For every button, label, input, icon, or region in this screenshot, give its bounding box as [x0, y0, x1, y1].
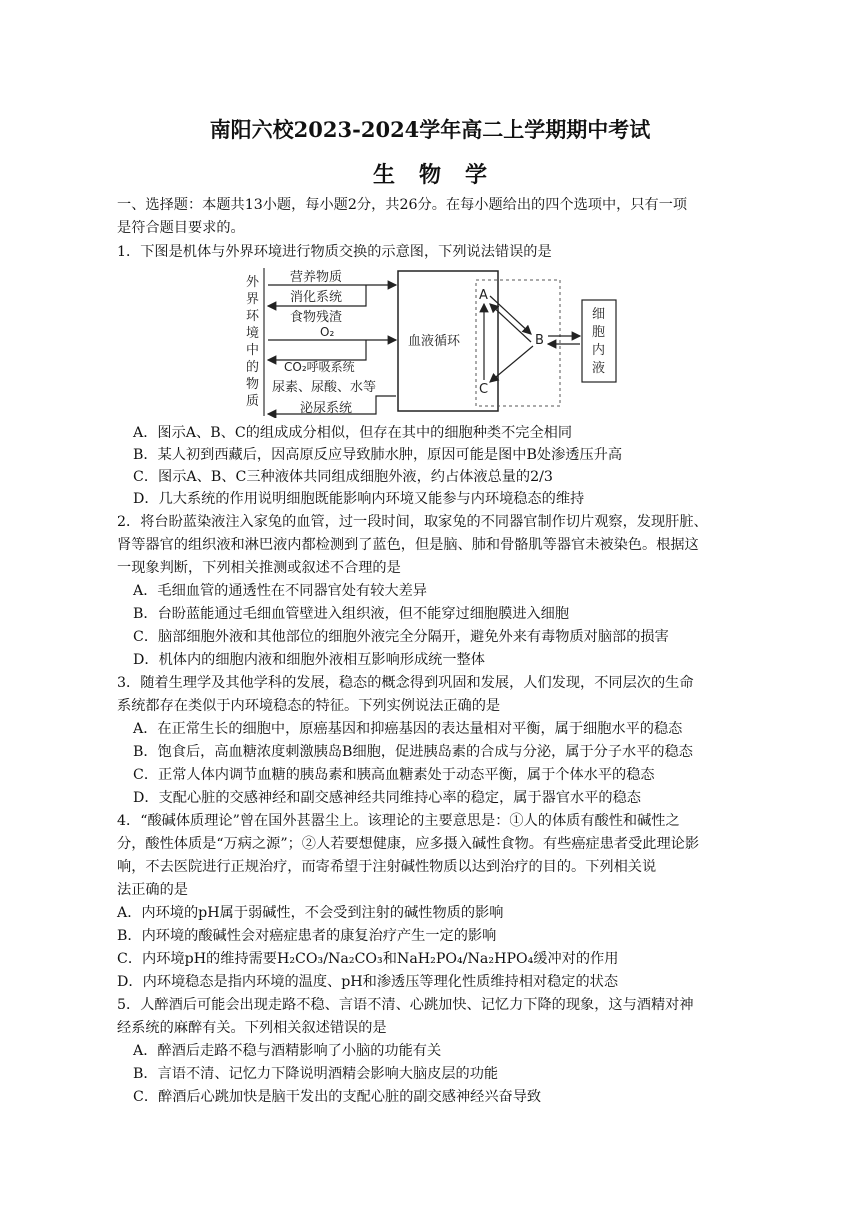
svg-text:胞: 胞	[592, 325, 606, 340]
question-2-stem: 一现象判断，下列相关推测或叙述不合理的是	[117, 560, 401, 576]
svg-text:质: 质	[246, 394, 260, 409]
blood-circulation-label: 血液循环	[408, 334, 461, 349]
question-3-option-a: A．在正常生长的细胞中，原癌基因和抑癌基因的表达量相对平衡，属于细胞水平的稳态	[133, 721, 683, 737]
question-3-option-d: D．支配心脏的交感神经和副交感神经共同维持心率的稳定，属于器官水平的稳态	[133, 790, 641, 806]
question-5-option-b: B．言语不清、记忆力下降说明酒精会影响大脑皮层的功能	[133, 1066, 499, 1082]
question-3-option-b: B．饱食后，高血糖浓度刺激胰岛B细胞，促进胰岛素的合成与分泌，属于分子水平的稳态	[133, 744, 693, 760]
question-5-option-c: C．醉酒后心跳加快是脑干发出的支配心脏的副交感神经兴奋导致	[133, 1089, 542, 1105]
question-2-stem: 2．将台盼蓝染液注入家兔的血管，过一段时间，取家兔的不同器官制作切片观察，发现肝脏、	[117, 514, 708, 530]
svg-text:的: 的	[246, 360, 260, 375]
co2-arrow	[268, 340, 366, 360]
question-4-option-c: C．内环境pH的维持需要H₂CO₃/Na₂CO₃和NaH₂PO₄/Na₂HPO₄缓冲对的作用	[117, 951, 619, 967]
svg-text:细: 细	[592, 307, 606, 322]
o2-label: O₂	[320, 325, 335, 339]
food-residue-label: 食物残渣	[290, 310, 343, 325]
exam-title: 南阳六校2023-2024学年高二上学期期中考试	[209, 117, 651, 142]
question-2-stem: 肾等器官的组织液和淋巴液内都检测到了蓝色，但是脑、肺和骨骼肌等器官未被染色。根据这	[117, 537, 699, 553]
question-4-option-a: A．内环境的pH属于弱碱性，不会受到注射的碱性物质的影响	[117, 905, 504, 921]
svg-text:液: 液	[592, 361, 606, 376]
question-1-option-a: A．图示A、B、C的组成成分相似，但存在其中的细胞种类不完全相同	[133, 425, 573, 441]
question-2-option-d: D．机体内的细胞内液和细胞外液相互影响形成统一整体	[133, 652, 485, 668]
svg-text:境: 境	[246, 326, 260, 341]
question-2-option-a: A．毛细血管的通透性在不同器官处有较大差异	[133, 583, 427, 599]
question-2-option-b: B．台盼蓝能通过毛细血管壁进入组织液，但不能穿过细胞膜进入细胞	[133, 606, 570, 622]
svg-text:环: 环	[246, 309, 260, 324]
urea-label: 尿素、尿酸、水等	[272, 380, 377, 395]
subject-title: 生物学	[372, 162, 511, 188]
question-4-stem: 4．“酸碱体质理论”曾在国外甚嚣尘上。该理论的主要意思是：①人的体质有酸性和碱性之	[117, 813, 680, 829]
question-1-option-c: C．图示A、B、C三种液体共同组成细胞外液，约占体液总量的2/3	[133, 469, 553, 485]
svg-text:物: 物	[246, 377, 260, 392]
question-5-stem: 经系统的麻醉有关。下列相关叙述错误的是	[117, 1020, 387, 1036]
question-3-option-c: C．正常人体内调节血糖的胰岛素和胰高血糖素处于动态平衡，属于个体水平的稳态	[133, 767, 655, 783]
material-exchange-diagram	[238, 266, 628, 418]
digestive-system-label: 消化系统	[290, 290, 343, 305]
svg-text:中: 中	[246, 343, 260, 358]
question-1-option-d: D．几大系统的作用说明细胞既能影响内环境又能参与内环境稳态的维持	[133, 491, 585, 507]
svg-text:界: 界	[246, 292, 260, 307]
question-1-option-b: B．某人初到西藏后，因高原反应导致肺水肿，原因可能是图中B处渗透压升高	[133, 447, 623, 463]
question-4-option-d: D．内环境稳态是指内环境的温度、pH和渗透压等理化性质维持相对稳定的状态	[117, 974, 619, 990]
nutrients-label: 营养物质	[290, 270, 343, 285]
question-3-stem: 3．随着生理学及其他学科的发展，稳态的概念得到巩固和发展，人们发现，不同层次的生命	[117, 675, 694, 691]
question-5-option-a: A．醉酒后走路不稳与酒精影响了小脑的功能有关	[133, 1043, 442, 1059]
section-instruction: 一、选择题：本题共13小题，每小题2分，共26分。在每小题给出的四个选项中，只有一项	[117, 197, 688, 213]
section-instruction: 是符合题目要求的。	[117, 220, 245, 236]
question-4-stem: 法正确的是	[117, 882, 188, 898]
urinary-system-label: 泌尿系统	[300, 401, 353, 416]
node-a-label: A	[479, 288, 488, 303]
node-c-label: C	[479, 382, 489, 397]
question-4-option-b: B．内环境的酸碱性会对癌症患者的康复治疗产生一定的影响	[117, 928, 497, 944]
co2-respiratory-label: CO₂呼吸系统	[284, 360, 355, 374]
question-4-stem: 响，不去医院进行正规治疗，而寄希望于注射碱性物质以达到治疗的目的。下列相关说	[117, 859, 657, 875]
svg-text:外: 外	[246, 275, 260, 290]
question-3-stem: 系统都存在类似于内环境稳态的特征。下列实例说法正确的是	[117, 698, 501, 714]
svg-text:内: 内	[592, 343, 606, 358]
node-b-label: B	[535, 333, 544, 348]
question-1-stem: 1．下图是机体与外界环境进行物质交换的示意图，下列说法错误的是	[117, 244, 552, 260]
question-5-stem: 5．人醉酒后可能会出现走路不稳、言语不清、心跳加快、记忆力下降的现象，这与酒精对神	[117, 997, 694, 1013]
question-4-stem: 分，酸性体质是“万病之源”；②人若要想健康，应多摄入碱性食物。有些癌症患者受此理论影	[117, 836, 700, 852]
outside-environment-label	[246, 275, 260, 409]
question-2-option-c: C．脑部细胞外液和其他部位的细胞外液完全分隔开，避免外来有毒物质对脑部的损害	[133, 629, 669, 645]
